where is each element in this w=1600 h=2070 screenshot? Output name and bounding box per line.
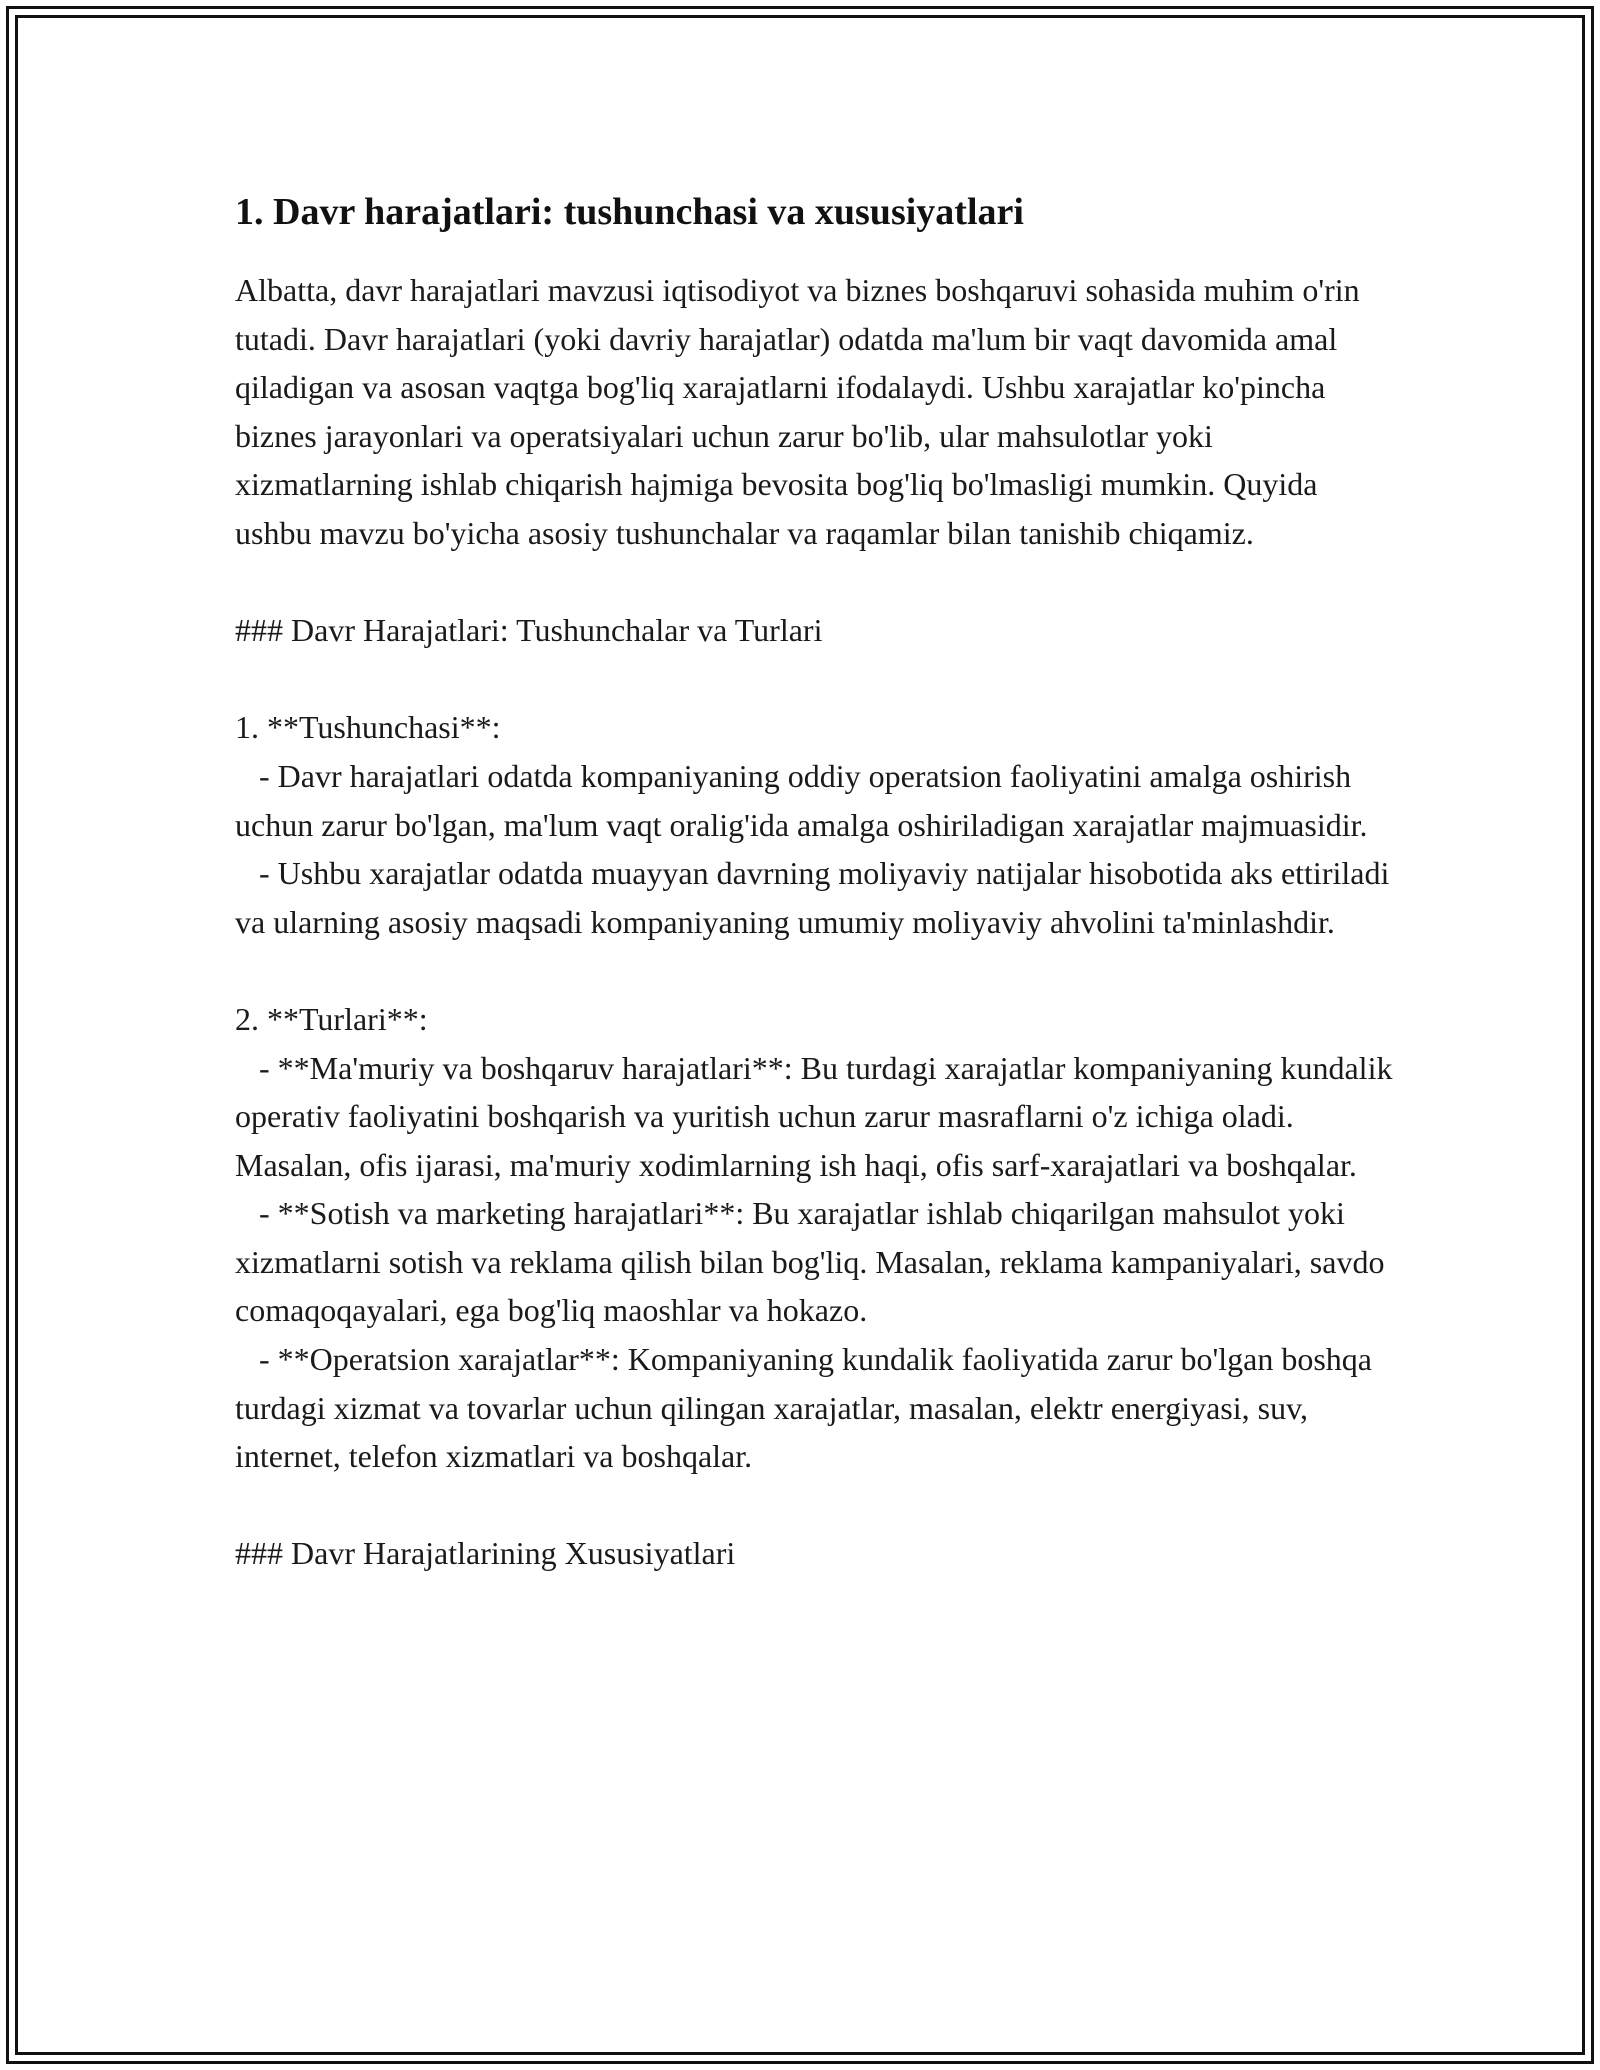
document-content [235, 186, 1395, 1578]
document-title: 1. Davr harajatlari: tushunchasi va xususiyatlari [235, 191, 1024, 233]
document-body: Albatta, davr harajatlari mavzusi iqtisodiyot va biznes boshqaruvi sohasida muhim o'rin tutadi. Davr harajatlari (yoki davriy harajatlar) odatda ma'lum bir vaqt davomida amal qiladigan va asosan vaqtga bog'liq xarajatlarni ifodalaydi. Ushbu xarajatlar ko'pincha biznes jarayonlari va operatsiyalari uchun zarur bo'lib, ular mahsulotlar yoki xizmatlarning ishlab chiqarish hajmiga bevosita bog'liq bo'lmasligi mumkin. Quyida ushbu mavzu bo'yicha asosiy tushunchalar va raqamlar bilan tanishib chiqamiz. ### Davr Harajatlari: Tushunchalar va Turlari 1. **Tushunchasi**: - Davr harajatlari odatda kompaniyaning oddiy operatsion faoliyatini amalga oshirish uchun zarur bo'lgan, ma'lum vaqt oralig'ida amalga oshiriladigan xarajatlar majmuasidir. - Ushbu xarajatlar odatda muayyan davrning moliyaviy natijalar hisobotida aks ettiriladi va ularning asosiy maqsadi kompaniyaning umumiy moliyaviy ahvolini ta'minlashdir. 2. **Turlari**: - **Ma'muriy va boshqaruv harajatlari**: Bu turdagi xarajatlar kompaniyaning kundalik operativ faoliyatini boshqarish va yuritish uchun zarur masraflarni o'z ichiga oladi. Masalan, ofis ijarasi, ma'muriy xodimlarning ish haqi, ofis sarf-xarajatlari va boshqalar. - **Sotish va marketing harajatlari**: Bu xarajatlar ishlab chiqarilgan mahsulot yoki xizmatlarni sotish va reklama qilish bilan bog'liq. Masalan, reklama kampaniyalari, savdo comaqoqayalari, ega bog'liq maoshlar va hokazo. - **Operatsion xarajatlar**: Kompaniyaning kundalik faoliyatida zarur bo'lgan boshqa turdagi xizmat va tovarlar uchun qilingan xarajatlar, masalan, elektr energiyasi, suv, internet, telefon xizmatlari va boshqalar. ### Davr Harajatlarining Xususiyatlari [235, 272, 1393, 1572]
